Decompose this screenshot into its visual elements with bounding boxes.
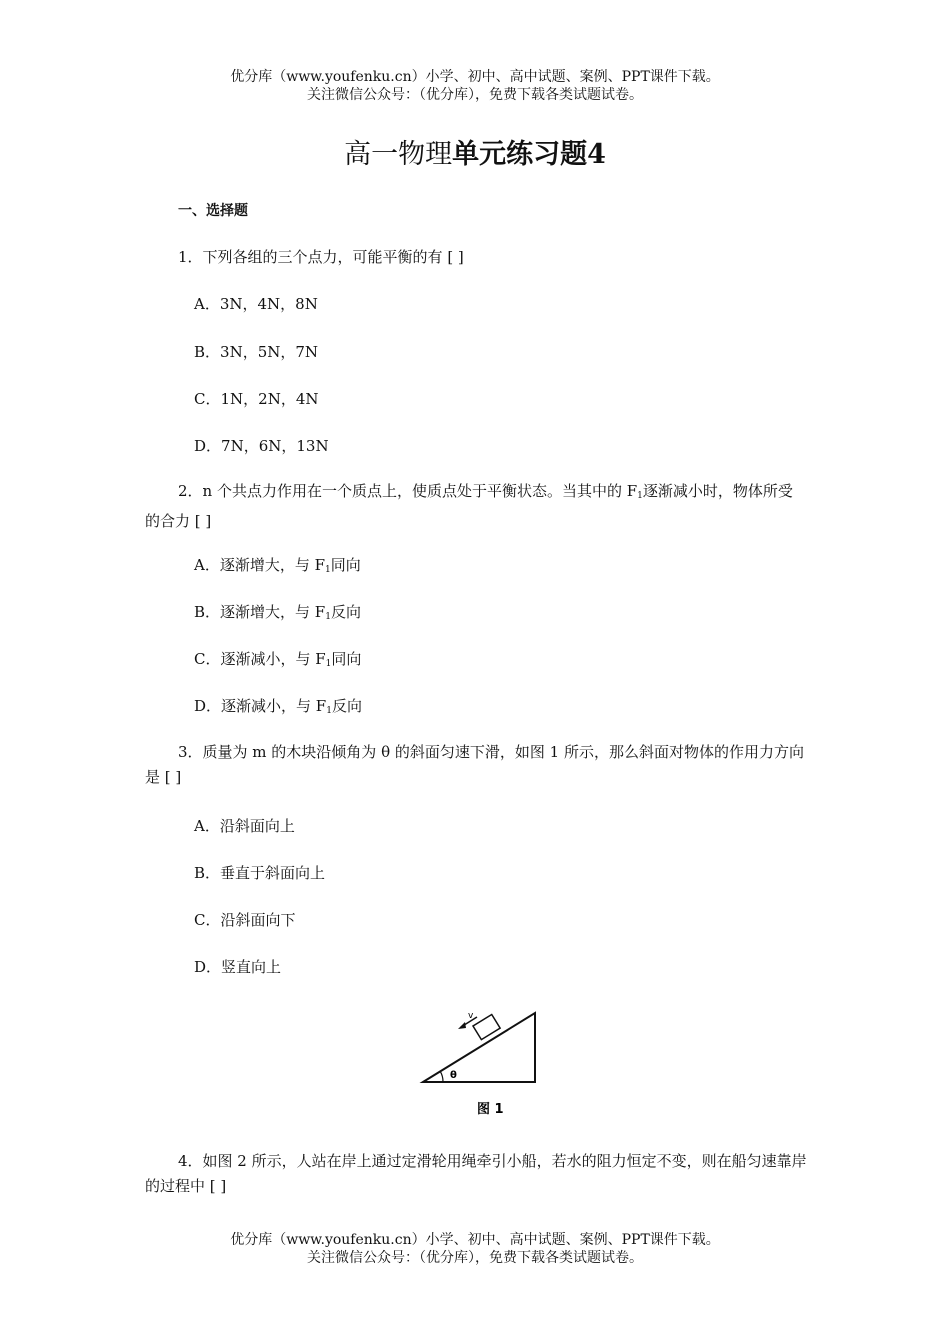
velocity-label: v	[468, 1011, 474, 1021]
angle-label: θ	[450, 1070, 457, 1081]
page-title	[0, 132, 950, 171]
page-header	[0, 68, 950, 104]
q2-option-a: A．逐渐增大，与 $F_1$同向	[194, 556, 361, 575]
q1-option-b: B．3N，5N，7N	[194, 343, 319, 361]
figure-caption: 图 1	[477, 1102, 504, 1117]
q3-option-c: C．沿斜面向下	[194, 911, 296, 929]
incline-diagram	[415, 1005, 545, 1120]
figure-1	[415, 1005, 545, 1124]
velocity-arrowhead	[458, 1022, 466, 1029]
q1-option-d: D．7N，6N，13N	[194, 437, 329, 455]
header-line-1: 优分库（www.youfenku.cn）小学、初中、高中试题、案例、PPT课件下载。	[230, 69, 720, 85]
footer-line-2: 关注微信公众号：（优分库），免费下载各类试题试卷。	[307, 1250, 643, 1266]
title-normal: 高一物理	[344, 139, 453, 170]
q3-option-d: D．竖直向上	[194, 958, 282, 976]
section-heading: 一、选择题	[178, 203, 248, 219]
q1-option-a: A．3N，4N，8N	[194, 295, 318, 313]
angle-arc	[440, 1071, 443, 1082]
q2-option-c: C．逐渐减小，与 $F_1$同向	[194, 650, 362, 669]
footer-line-1: 优分库（www.youfenku.cn）小学、初中、高中试题、案例、PPT课件下载。	[230, 1232, 720, 1248]
q2-option-d: D．逐渐减小，与 $F_1$反向	[194, 697, 362, 716]
title-bold: 单元练习题4	[452, 139, 606, 170]
header-line-2: 关注微信公众号：（优分库），免费下载各类试题试卷。	[307, 87, 643, 103]
q1-option-c: C．1N，2N，4N	[194, 390, 319, 408]
q2-stem: 2．n 个共点力作用在一个质点上，使质点处于平衡状态。当其中的 $F_1$逐渐减小时，物体所受的合力 [ ]	[145, 482, 793, 530]
q1-stem: 1．下列各组的三个点力，可能平衡的有 [ ]	[178, 248, 464, 266]
q3-option-b: B．垂直于斜面向上	[194, 864, 326, 882]
q3-stem: 3．质量为 m 的木块沿倾角为 θ 的斜面匀速下滑，如图 1 所示，那么斜面对物体的作用力方向是 [ ]	[145, 743, 804, 786]
q4-stem: 4．如图 2 所示，人站在岸上通过定滑轮用绳牵引小船，若水的阻力恒定不变，则在船匀速靠岸的过程中 [ ]	[145, 1152, 807, 1195]
q2-option-b: B．逐渐增大，与 $F_1$反向	[194, 603, 361, 622]
q3-option-a: A．沿斜面向上	[194, 817, 295, 835]
page-footer	[0, 1231, 950, 1267]
